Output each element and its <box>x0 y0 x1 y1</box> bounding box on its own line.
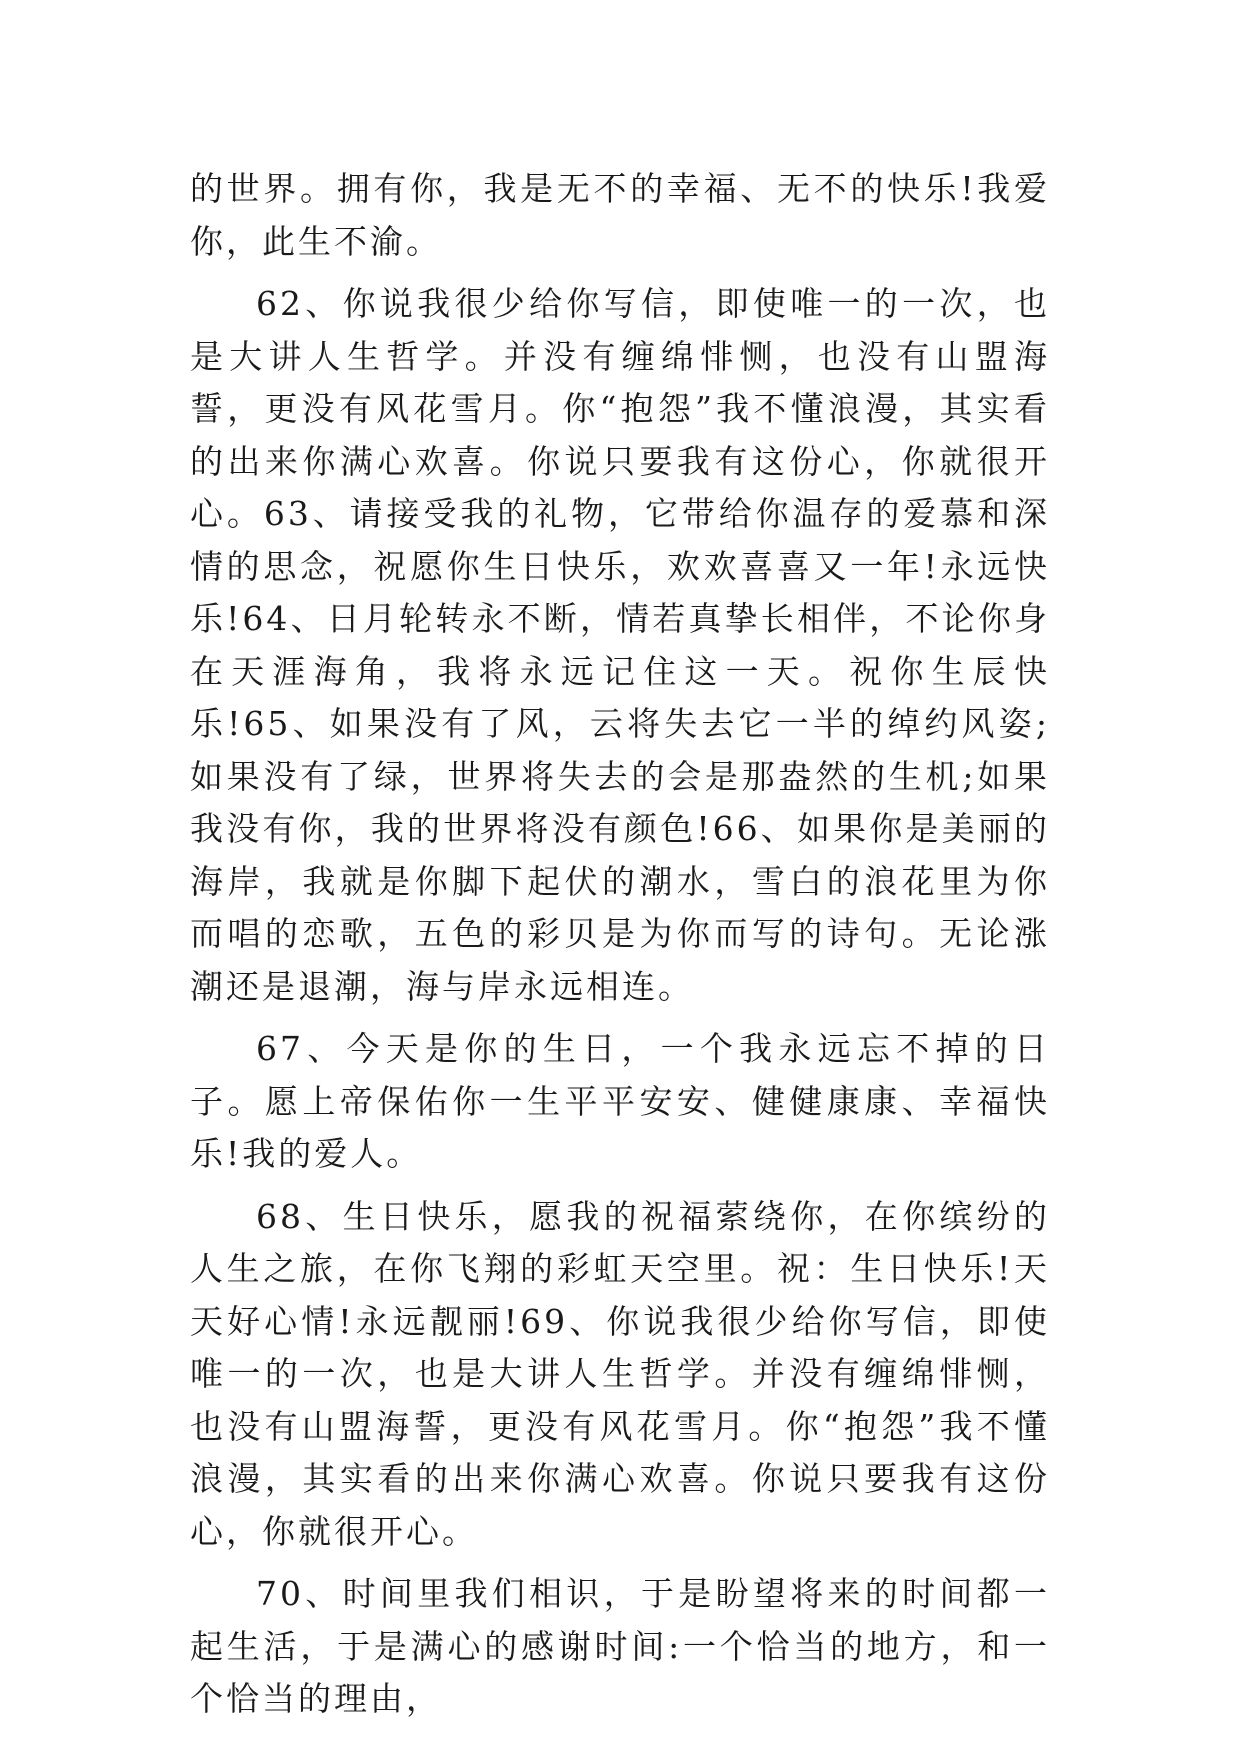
paragraph-4: 68、生日快乐，愿我的祝福萦绕你，在你缤纷的人生之旅，在你飞翔的彩虹天空里。祝：生日快乐!天天好心情!永远靓丽!69、你说我很少给你写信，即使唯一的一次，也是大讲人生哲学。并没有缠绵悱恻，也没有山盟海誓，更没有风花雪月。你“抱怨”我不懂浪漫，其实看的出来你满心欢喜。你说只要我有这份心，你就很开心。 <box>190 1196 1050 1551</box>
paragraph-5: 70、时间里我们相识，于是盼望将来的时间都一起生活，于是满心的感谢时间:一个恰当的地方，和一个恰当的理由， <box>190 1574 1050 1718</box>
paragraph-2: 62、你说我很少给你写信，即使唯一的一次，也是大讲人生哲学。并没有缠绵悱恻，也没有山盟海誓，更没有风花雪月。你“抱怨”我不懂浪漫，其实看的出来你满心欢喜。你说只要我有这份心，你就很开心。63、请接受我的礼物，它带给你温存的爱慕和深情的思念，祝愿你生日快乐，欢欢喜喜又一年!永远快乐!64、日月轮转永不断，情若真挚长相伴，不论你身在天涯海角，我将永远记住这一天。祝你生辰快乐!65、如果没有了风，云将失去它一半的绰约风姿;如果没有了绿，世界将失去的会是那盎然的生机;如果我没有你，我的世界将没有颜色!66、如果你是美丽的海岸，我就是你脚下起伏的潮水，雪白的浪花里为你而唱的恋歌，五色的彩贝是为你而写的诗句。无论涨潮还是退潮，海与岸永远相连。 <box>190 284 1050 1006</box>
paragraph-3: 67、今天是你的生日，一个我永远忘不掉的日子。愿上帝保佑你一生平平安安、健健康康、幸福快乐!我的爱人。 <box>190 1029 1050 1173</box>
document-body <box>190 163 1050 1736</box>
paragraph-1: 的世界。拥有你，我是无不的幸福、无不的快乐!我爱你，此生不渝。 <box>190 169 1050 261</box>
